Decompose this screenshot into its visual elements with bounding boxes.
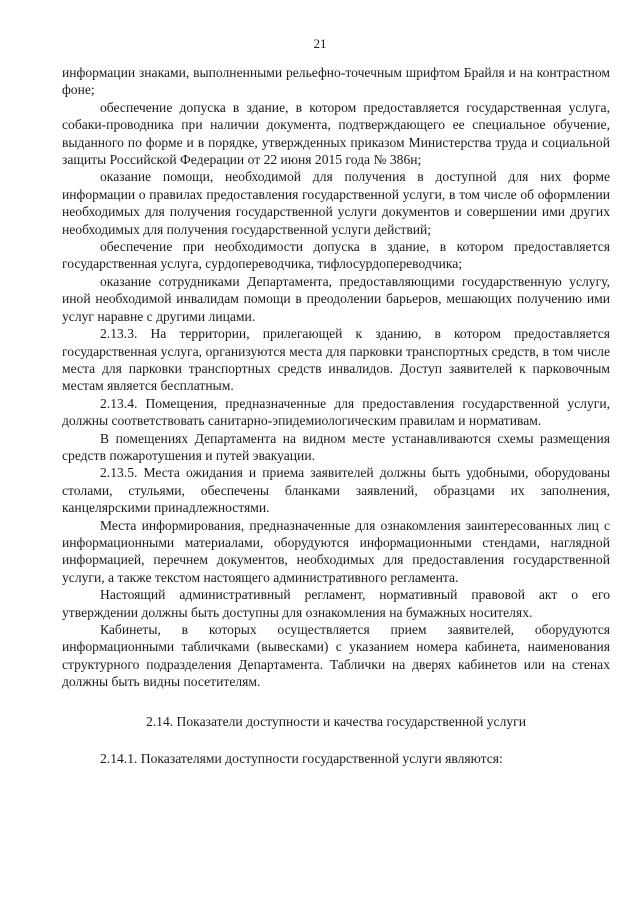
paragraph: Настоящий административный регламент, нормативный правовой акт о его утверждении должны быть доступны для ознакомления на бумажных носителях. <box>62 587 610 620</box>
paragraph: В помещениях Департамента на видном месте устанавливаются схемы размещения средств пожаротушения и путей эвакуации. <box>62 430 610 463</box>
paragraph: оказание сотрудниками Департамента, предоставляющими государственную услугу, иной необходимой инвалидам помощи в преодолении барьеров, мешающих получению ими услуг наравне с другими лицами. <box>62 273 610 324</box>
paragraph: оказание помощи, необходимой для получения в доступной для них форме информации о правилах предоставления государственной услуги, в том числе об оформлении необходимых для получения государственной услуги документов и совершении ими других необходимых для получения государственной услуги действий; <box>62 169 610 237</box>
paragraph: информации знаками, выполненными рельефно-точечным шрифтом Брайля и на контрастном фоне; <box>62 65 610 98</box>
paragraph: Кабинеты, в которых осуществляется прием заявителей, оборудуются информационными табличками (вывесками) с указанием номера кабинета, наименования структурного подразделения Департамента. Таблички на дверях кабинетов или на стенах должны быть видны посетителям. <box>62 622 610 690</box>
section-heading: 2.14. Показатели доступности и качества государственной услуги <box>145 713 527 729</box>
paragraph: 2.14.1. Показателями доступности государственной услуги являются: <box>100 751 503 767</box>
paragraph: обеспечение при необходимости допуска в здание, в котором предоставляется государственная услуга, сурдопереводчика, тифлосурдопереводчика; <box>62 239 610 272</box>
paragraph: 2.13.3. На территории, прилегающей к зданию, в котором предоставляется государственная услуга, организуются места для парковки транспортных средств, в том числе места для парковки транспортных средств инвалидов. Доступ заявителей к парковочным местам является бесплатным. <box>62 326 610 394</box>
page-body <box>62 64 610 767</box>
paragraph: 2.13.5. Места ожидания и приема заявителей должны быть удобными, оборудованы столами, стульями, обеспечены бланками заявлений, образцами их заполнения, канцелярскими принадлежностями. <box>62 465 610 516</box>
paragraph: 2.13.4. Помещения, предназначенные для предоставления государственной услуги, должны соответствовать санитарно-эпидемиологическим правилам и нормативам. <box>62 395 610 429</box>
page-number: 21 <box>313 36 327 51</box>
paragraph: Места информирования, предназначенные для ознакомления заинтересованных лиц с информационными материалами, оборудуются информационными стендами, наглядной информацией, перечнем документов, необходимых для предоставления государственной услуги, а также текстом настоящего административного регламента. <box>62 517 610 585</box>
paragraph: обеспечение допуска в здание, в котором предоставляется государственная услуга, собаки-проводника при наличии документа, подтверждающего ее специальное обучение, выданного по форме и в порядке, утвержденных приказом Министерства труда и социальной защиты Российской Федерации от 22 июня 2015 года № 386н; <box>62 99 610 168</box>
